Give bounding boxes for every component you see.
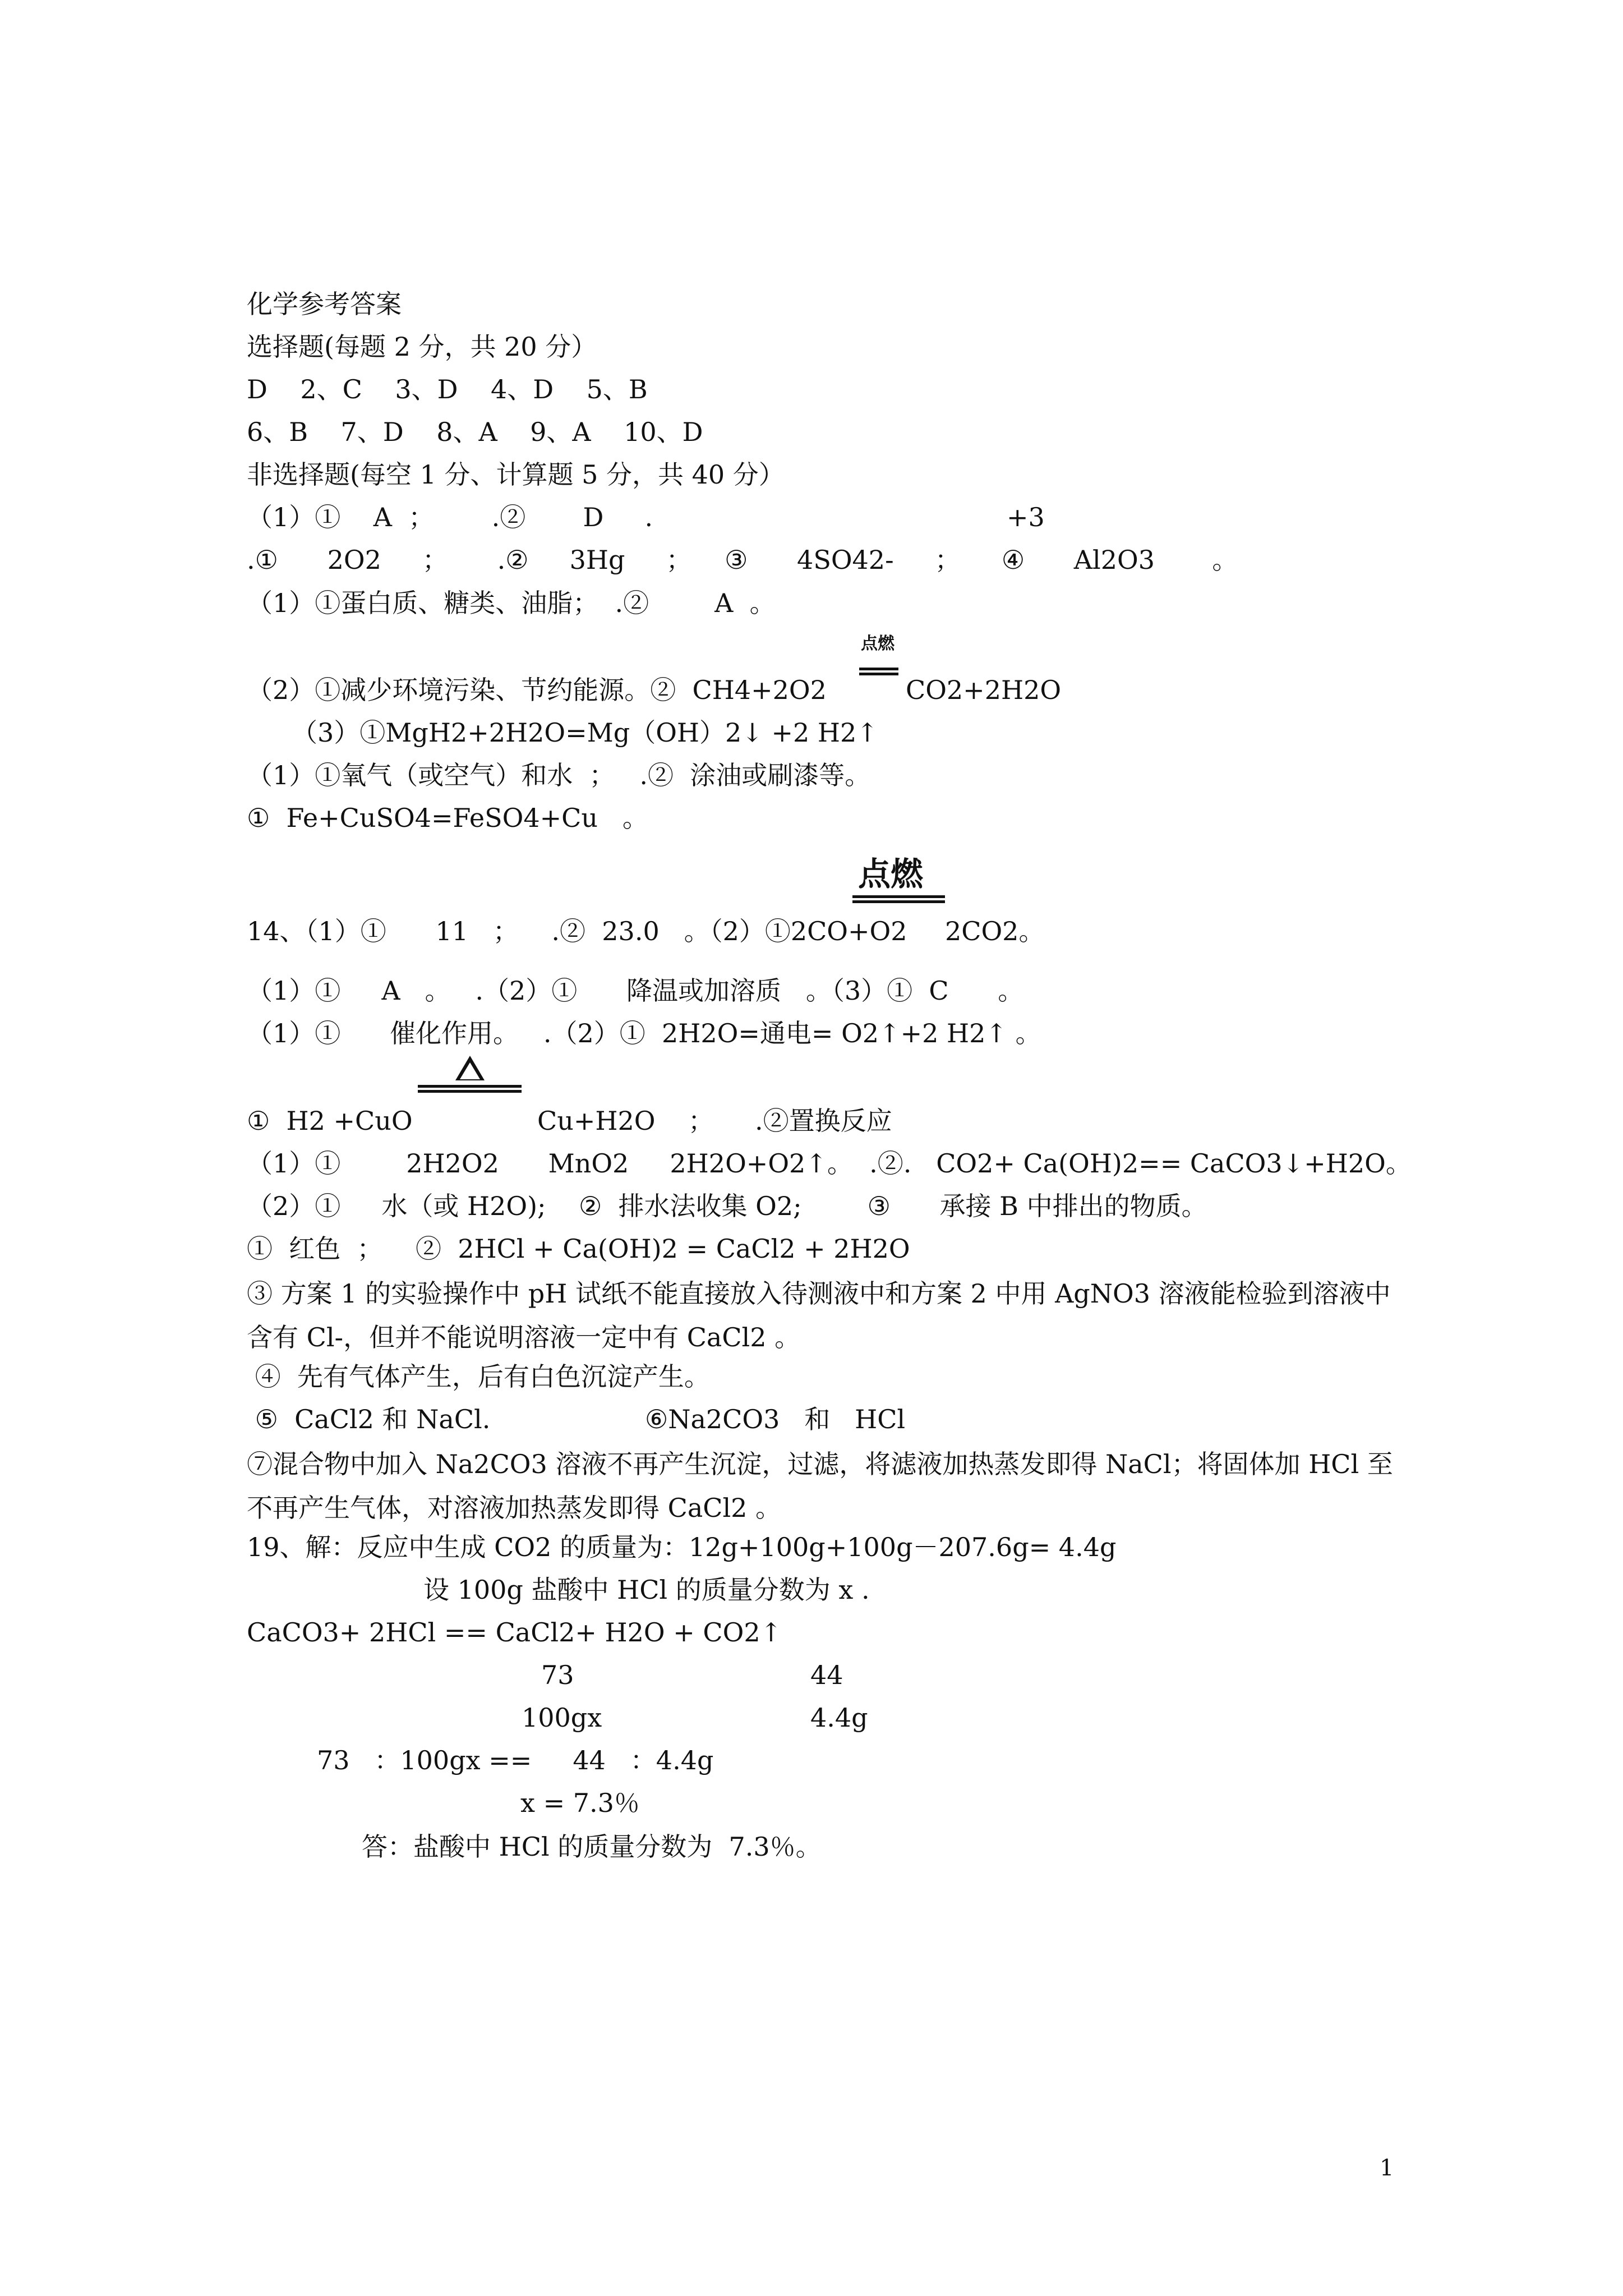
- page-number: 1: [1380, 2155, 1394, 2181]
- q13-line-2: ① Fe+CuSO4=FeSO4+Cu 。: [247, 803, 648, 833]
- q18-line-3: ① 红色 ； ② 2HCl + Ca(OH)2 = CaCl2 + 2H2O: [247, 1234, 910, 1264]
- q19-result: x = 7.3％: [520, 1788, 640, 1818]
- q19-mass-4-4g: 4.4g: [810, 1703, 868, 1733]
- q14-equals-sign: [852, 895, 945, 903]
- q12-equals-sign: [859, 668, 898, 675]
- q12-line-1: （1）①蛋白质、糖类、油脂； .② A 。: [247, 588, 776, 618]
- mc-answers-row-1: D 2、C 3、D 4、D 5、B: [247, 374, 648, 404]
- q13-line-1: （1）①氧气（或空气）和水 ； .② 涂油或刷漆等。: [247, 760, 871, 790]
- q18-line-2: （2）① 水（或 H2O); ② 排水法收集 O2; ③ 承接 B 中排出的物质。: [247, 1191, 1207, 1221]
- mc-answers-row-2: 6、B 7、D 8、A 9、A 10、D: [247, 417, 703, 447]
- q15-line-1: （1）① A 。 .（2）① 降温或加溶质 。（3）① C 。: [247, 976, 1024, 1006]
- heating-triangle-inner: [460, 1062, 480, 1079]
- doc-title: 化学参考答案: [247, 289, 402, 319]
- q14-line-right: 2CO2。: [945, 916, 1045, 946]
- q19-answer: 答：盐酸中 HCl 的质量分数为 7.3％。: [362, 1832, 822, 1862]
- q19-ratio: 73 ：100gx == 44 ：4.4g: [317, 1745, 714, 1775]
- q14-reaction-condition: 点燃: [858, 855, 924, 893]
- q17-equals-sign: [418, 1085, 522, 1093]
- q19-equation: CaCO3+ 2HCl == CaCl2+ H2O + CO2↑: [247, 1617, 782, 1648]
- q19-mass-44: 44: [810, 1660, 843, 1690]
- q16-line-1: （1）① 催化作用。 .（2）① 2H2O=通电= O2↑+2 H2↑ 。: [247, 1018, 1041, 1048]
- section-multiple-choice-heading: 选择题(每题 2 分，共 20 分）: [247, 332, 597, 362]
- q11-valence-mark: +3: [1007, 502, 1045, 532]
- q18-line-5: ④ 先有气体产生，后有白色沉淀产生。: [247, 1361, 710, 1392]
- q12-line-3: （3）①MgH2+2H2O=Mg（OH）2↓ +2 H2↑: [292, 717, 878, 748]
- q19-line-1: 19、解：反应中生成 CO2 的质量为：12g+100g+100g－207.6g= 4.4g: [247, 1532, 1117, 1562]
- q17-line-left: ① H2 +CuO: [247, 1106, 413, 1136]
- q18-line-6-left: ⑤ CaCl2 和 NaCl.: [247, 1404, 491, 1434]
- q14-line-left: 14、（1）① 11 ； .② 23.0 。（2）①2CO+O2: [247, 916, 907, 946]
- q18-line-6-right: ⑥Na2CO3 和 HCl: [645, 1404, 906, 1434]
- q18-line-1: （1）① 2H2O2 MnO2 2H2O+O2↑。 .②. CO2+ Ca(OH)2== CaCO3↓+H2O。: [247, 1148, 1412, 1179]
- q17-line-right: Cu+H2O ； .②置换反应: [537, 1106, 892, 1136]
- q11-line-1: （1）① A ； .② D .: [247, 502, 653, 532]
- q11-line-2: .① 2O2 ； .② 3Hg ； ③ 4SO42- ； ④ Al2O3 。: [247, 545, 1238, 575]
- section-free-response-heading: 非选择题(每空 1 分、计算题 5 分，共 40 分）: [247, 459, 785, 490]
- q19-mass-100gx: 100gx: [522, 1703, 602, 1733]
- q12-line-2-left: （2）①减少环境污染、节约能源。② CH4+2O2: [247, 675, 827, 705]
- q12-line-2-right: CO2+2H2O: [906, 675, 1062, 705]
- q19-line-2: 设 100g 盐酸中 HCl 的质量分数为 x .: [423, 1575, 870, 1605]
- q18-line-7: ⑦混合物中加入 Na2CO3 溶液不再产生沉淀，过滤，将滤液加热蒸发即得 NaCl；将固体加 HCl 至不再产生气体，对溶液加热蒸发即得 CaCl2 。: [247, 1449, 1393, 1523]
- q19-mass-73: 73: [541, 1660, 574, 1690]
- q12-reaction-condition: 点燃: [861, 634, 895, 654]
- q18-line-4: ③ 方案 1 的实验操作中 pH 试纸不能直接放入待测液中和方案 2 中用 AgNO3 溶液能检验到溶液中含有 Cl-，但并不能说明溶液一定中有 CaCl2 。: [247, 1278, 1391, 1352]
